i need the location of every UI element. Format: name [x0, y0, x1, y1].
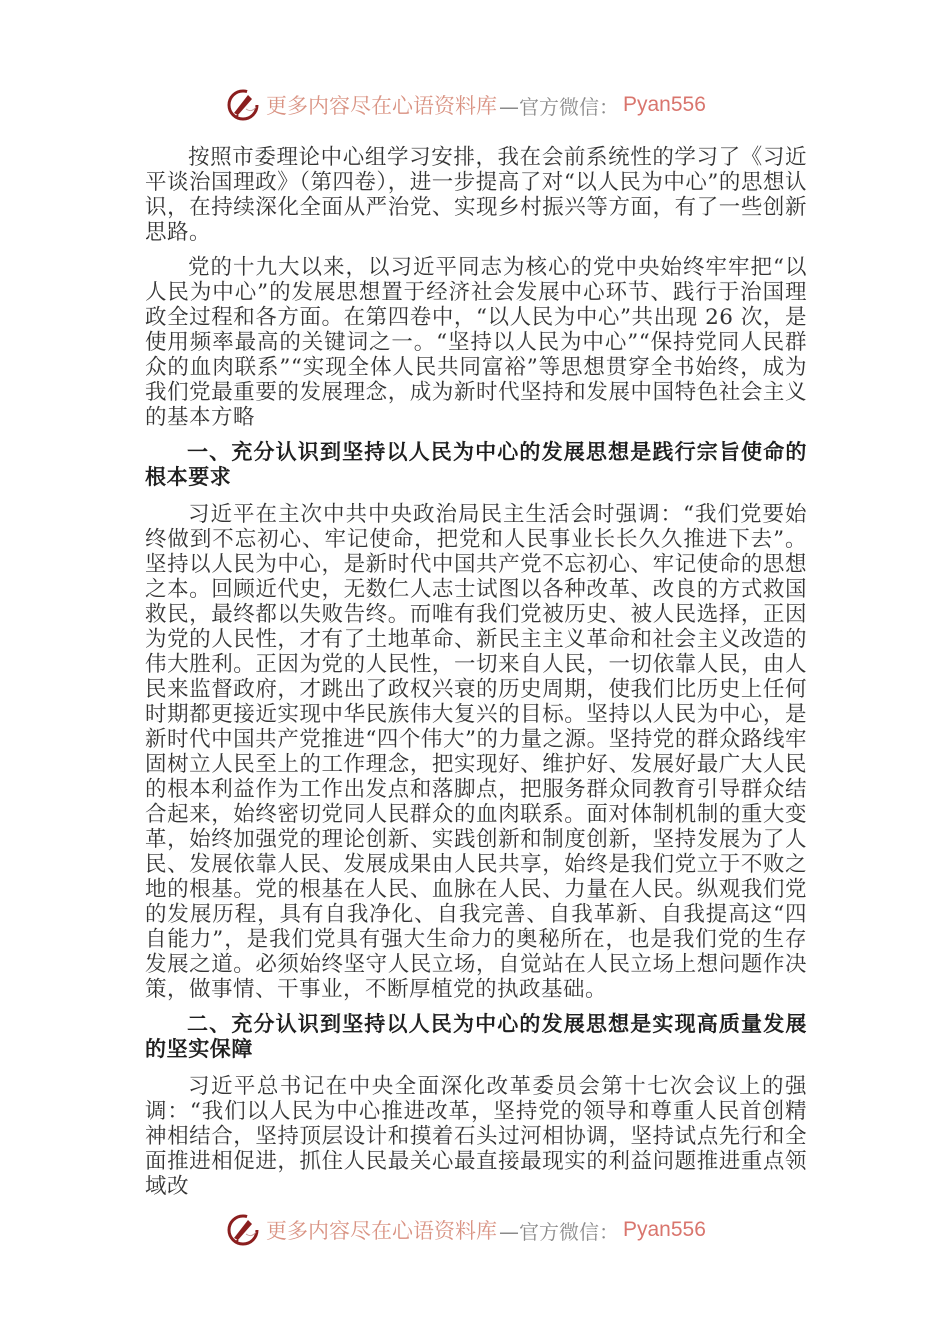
- quill-pen-logo-icon: [226, 87, 262, 123]
- watermark-wechat-id: Pyan556: [623, 1218, 706, 1241]
- watermark-separator-text: —官方微信：: [499, 1219, 619, 1244]
- watermark-wechat-id: Pyan556: [623, 93, 706, 116]
- header-watermark: [226, 83, 706, 127]
- watermark-site-text: 更多内容尽在心语资料库: [266, 94, 497, 118]
- section-2-paragraph: 习近平总书记在中央全面深化改革委员会第十七次会议上的强调：“我们以人民为中心推进改革，坚持党的领导和尊重人民首创精神相结合，坚持顶层设计和摸着石头过河相协调，坚持试点先行和全面推进相促进，抓住人民最关心最直接最现实的利益问题推进重点领域改: [145, 1074, 807, 1199]
- document-body: [145, 145, 807, 1209]
- footer-watermark: [226, 1208, 706, 1252]
- watermark-site-text: 更多内容尽在心语资料库: [266, 1219, 497, 1243]
- section-2-heading: 二、充分认识到坚持以人民为中心的发展思想是实现高质量发展的坚实保障: [145, 1012, 807, 1061]
- section-1-paragraph: 习近平在主次中共中央政治局民主生活会时强调：“我们党要始终做到不忘初心、牢记使命，把党和人民事业长长久久推进下去”。坚持以人民为中心，是新时代中国共产党不忘初心、牢记使命的思想之本。回顾近代史，无数仁人志士试图以各种改革、改良的方式救国救民，最终都以失败告终。而唯有我们党被历史、被人民选择，正因为党的人民性，才有了土地革命、新民主主义革命和社会主义改造的伟大胜利。正因为党的人民性，一切来自人民，一切依靠人民，由人民来监督政府，才跳出了政权兴衰的历史周期，使我们比历史上任何时期都更接近实现中华民族伟大复兴的目标。坚持以人民为中心，是新时代中国共产党推进“四个伟大”的力量之源。坚持党的群众路线牢固树立人民至上的工作理念，把实现好、维护好、发展好最广大人民的根本利益作为工作出发点和落脚点，把服务群众同教育引导群众结合起来，始终密切党同人民群众的血肉联系。面对体制机制的重大变革，始终加强党的理论创新、实践创新和制度创新，坚持发展为了人民、发展依靠人民、发展成果由人民共享，始终是我们党立于不败之地的根基。党的根基在人民、血脉在人民、力量在人民。纵观我们党的发展历程，具有自我净化、自我完善、自我革新、自我提高这“四自能力”，是我们党具有强大生命力的奥秘所在，也是我们党的生存发展之道。必须始终坚守人民立场，自觉站在人民立场上想问题作决策，做事情、干事业，不断厚植党的执政基础。: [145, 502, 807, 1002]
- quill-pen-logo-icon: [226, 1212, 262, 1248]
- watermark-separator-text: —官方微信：: [499, 94, 619, 119]
- intro-paragraph-2: 党的十九大以来，以习近平同志为核心的党中央始终牢牢把“以人民为中心”的发展思想置于经济社会发展中心环节、践行于治国理政全过程和各方面。在第四卷中，“以人民为中心”共出现 26 次，是使用频率最高的关键词之一。“坚持以人民为中心”“保持党同人民群众的血肉联系”“实现全体人民共同富裕”等思想贯穿全书始终，成为我们党最重要的发展理念，成为新时代坚持和发展中国特色社会主义的基本方略: [145, 255, 807, 430]
- intro-paragraph-1: 按照市委理论中心组学习安排，我在会前系统性的学习了《习近平谈治国理政》（第四卷），进一步提高了对“以人民为中心”的思想认识，在持续深化全面从严治党、实现乡村振兴等方面，有了一些创新思路。: [145, 145, 807, 245]
- section-1-heading: 一、充分认识到坚持以人民为中心的发展思想是践行宗旨使命的根本要求: [145, 440, 807, 489]
